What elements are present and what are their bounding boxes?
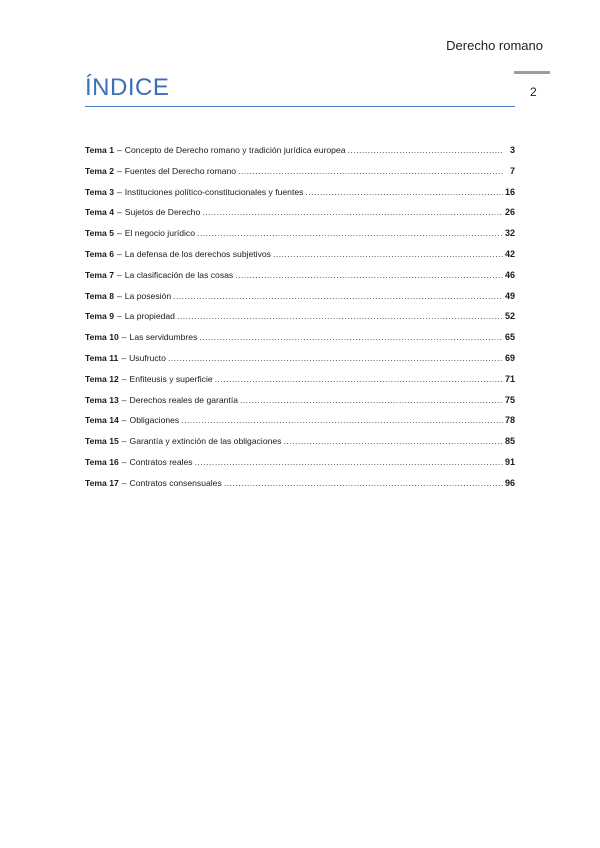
toc-entry-separator: –: [121, 477, 127, 488]
toc-entry-separator: –: [121, 352, 127, 363]
toc-entry-title: La propiedad: [124, 311, 175, 322]
toc-entry-title: Las servidumbres: [129, 332, 198, 343]
toc-entry-number: Tema 6: [85, 248, 114, 259]
toc-entry-title: El negocio jurídico: [124, 228, 195, 239]
running-header-title: Derecho romano: [446, 38, 543, 53]
toc-entry-page: 91: [504, 456, 515, 467]
toc-entry[interactable]: [85, 145, 515, 166]
toc-entry[interactable]: [85, 166, 515, 187]
toc-entry-page: 7: [509, 165, 515, 176]
toc-entry-number: Tema 5: [85, 228, 114, 239]
toc-entry-title: La defensa de los derechos subjetivos: [124, 248, 271, 259]
toc-dot-leader: [215, 374, 503, 384]
toc-entry-number: Tema 12: [85, 373, 119, 384]
toc-entry[interactable]: [85, 249, 515, 270]
toc-entry-number: Tema 1: [85, 145, 114, 155]
toc-entry-separator: –: [116, 290, 122, 301]
toc-entry-separator: –: [121, 373, 127, 384]
toc-entry[interactable]: [85, 207, 515, 228]
toc-entry-page: 96: [504, 477, 515, 488]
toc-entry[interactable]: [85, 311, 515, 332]
toc-entry-separator: –: [116, 145, 122, 155]
toc-entry-title: Sujetos de Derecho: [124, 207, 201, 218]
toc-entry[interactable]: [85, 457, 515, 478]
toc-entry-title: Enfiteusis y superficie: [129, 373, 213, 384]
index-title: ÍNDICE: [85, 74, 170, 101]
toc-dot-leader: [173, 291, 503, 301]
toc-dot-leader: [195, 457, 503, 467]
toc-entry-title: Instituciones político-constitucionales y fuentes: [124, 186, 304, 197]
toc-entry[interactable]: [85, 436, 515, 457]
toc-entry-number: Tema 2: [85, 165, 114, 176]
toc-entry-separator: –: [121, 394, 127, 405]
toc-dot-leader: [168, 353, 503, 363]
toc-entry[interactable]: [85, 353, 515, 374]
toc-dot-leader: [238, 166, 503, 176]
toc-entry-number: Tema 16: [85, 456, 119, 467]
toc-entry[interactable]: [85, 291, 515, 312]
toc-entry-separator: –: [116, 311, 122, 322]
toc-entry-separator: –: [116, 186, 122, 197]
toc-dot-leader: [235, 270, 503, 280]
toc-dot-leader: [181, 415, 503, 425]
toc-dot-leader: [273, 249, 503, 259]
toc-entry-separator: –: [121, 332, 127, 343]
toc-entry-number: Tema 10: [85, 332, 119, 343]
toc-entry-title: Contratos consensuales: [129, 477, 222, 488]
toc-entry-separator: –: [116, 248, 122, 259]
toc-entry-title: Garantía y extinción de las obligaciones: [129, 436, 282, 447]
toc-entry-title: Derechos reales de garantía: [129, 394, 238, 405]
toc-entry-page: 42: [504, 248, 515, 259]
toc-entry-page: 26: [504, 207, 515, 218]
toc-dot-leader: [283, 436, 503, 446]
toc-entry-separator: –: [121, 415, 127, 426]
toc-entry[interactable]: [85, 270, 515, 291]
page-number: 2: [530, 85, 537, 99]
toc-entry[interactable]: [85, 415, 515, 436]
toc-entry-page: 49: [504, 290, 515, 301]
toc-dot-leader: [224, 478, 503, 488]
toc-entry[interactable]: [85, 374, 515, 395]
toc-dot-leader: [197, 228, 503, 238]
toc-dot-leader: [199, 332, 503, 342]
toc-entry-title: La clasificación de las cosas: [124, 269, 234, 280]
toc-entry-number: Tema 17: [85, 477, 119, 488]
page-number-bar: [514, 71, 550, 74]
toc-entry-separator: –: [116, 165, 122, 176]
toc-entry-number: Tema 15: [85, 436, 119, 447]
toc-entry-title: Usufructo: [129, 352, 166, 363]
toc-entry-page: 52: [504, 311, 515, 322]
toc-entry-number: Tema 4: [85, 207, 114, 218]
toc-entry-title: La posesión: [124, 290, 172, 301]
toc-entry-page: 75: [504, 394, 515, 405]
toc-entry-title: Concepto de Derecho romano y tradición jurídica europea: [124, 145, 346, 155]
table-of-contents: [85, 145, 515, 499]
toc-entry-number: Tema 8: [85, 290, 114, 301]
toc-entry-number: Tema 13: [85, 394, 119, 405]
toc-entry-number: Tema 14: [85, 415, 119, 426]
toc-entry-number: Tema 3: [85, 186, 114, 197]
toc-entry-page: 69: [504, 352, 515, 363]
title-rule: [85, 106, 515, 107]
toc-entry[interactable]: [85, 228, 515, 249]
toc-dot-leader: [347, 145, 503, 155]
toc-dot-leader: [305, 187, 503, 197]
toc-entry-page: 78: [504, 415, 515, 426]
toc-entry[interactable]: [85, 187, 515, 208]
toc-dot-leader: [240, 395, 503, 405]
toc-entry-separator: –: [116, 228, 122, 239]
toc-entry[interactable]: [85, 478, 515, 499]
toc-entry-number: Tema 11: [85, 352, 119, 363]
toc-entry-page: 65: [504, 332, 515, 343]
toc-entry-page: 71: [504, 373, 515, 384]
toc-dot-leader: [202, 207, 503, 217]
toc-entry-page: 16: [504, 186, 515, 197]
toc-entry-separator: –: [121, 456, 127, 467]
toc-entry-page: 46: [504, 269, 515, 280]
toc-entry[interactable]: [85, 395, 515, 416]
toc-entry-separator: –: [116, 269, 122, 280]
toc-entry-title: Obligaciones: [129, 415, 180, 426]
toc-entry-title: Fuentes del Derecho romano: [124, 165, 237, 176]
toc-entry-number: Tema 9: [85, 311, 114, 322]
toc-dot-leader: [177, 311, 503, 321]
toc-entry-page: 32: [504, 228, 515, 239]
toc-entry-separator: –: [116, 207, 122, 218]
toc-entry-page: 3: [509, 145, 515, 155]
toc-entry-page: 85: [504, 436, 515, 447]
toc-entry-title: Contratos reales: [129, 456, 193, 467]
toc-entry-number: Tema 7: [85, 269, 114, 280]
toc-entry[interactable]: [85, 332, 515, 353]
toc-entry-separator: –: [121, 436, 127, 447]
